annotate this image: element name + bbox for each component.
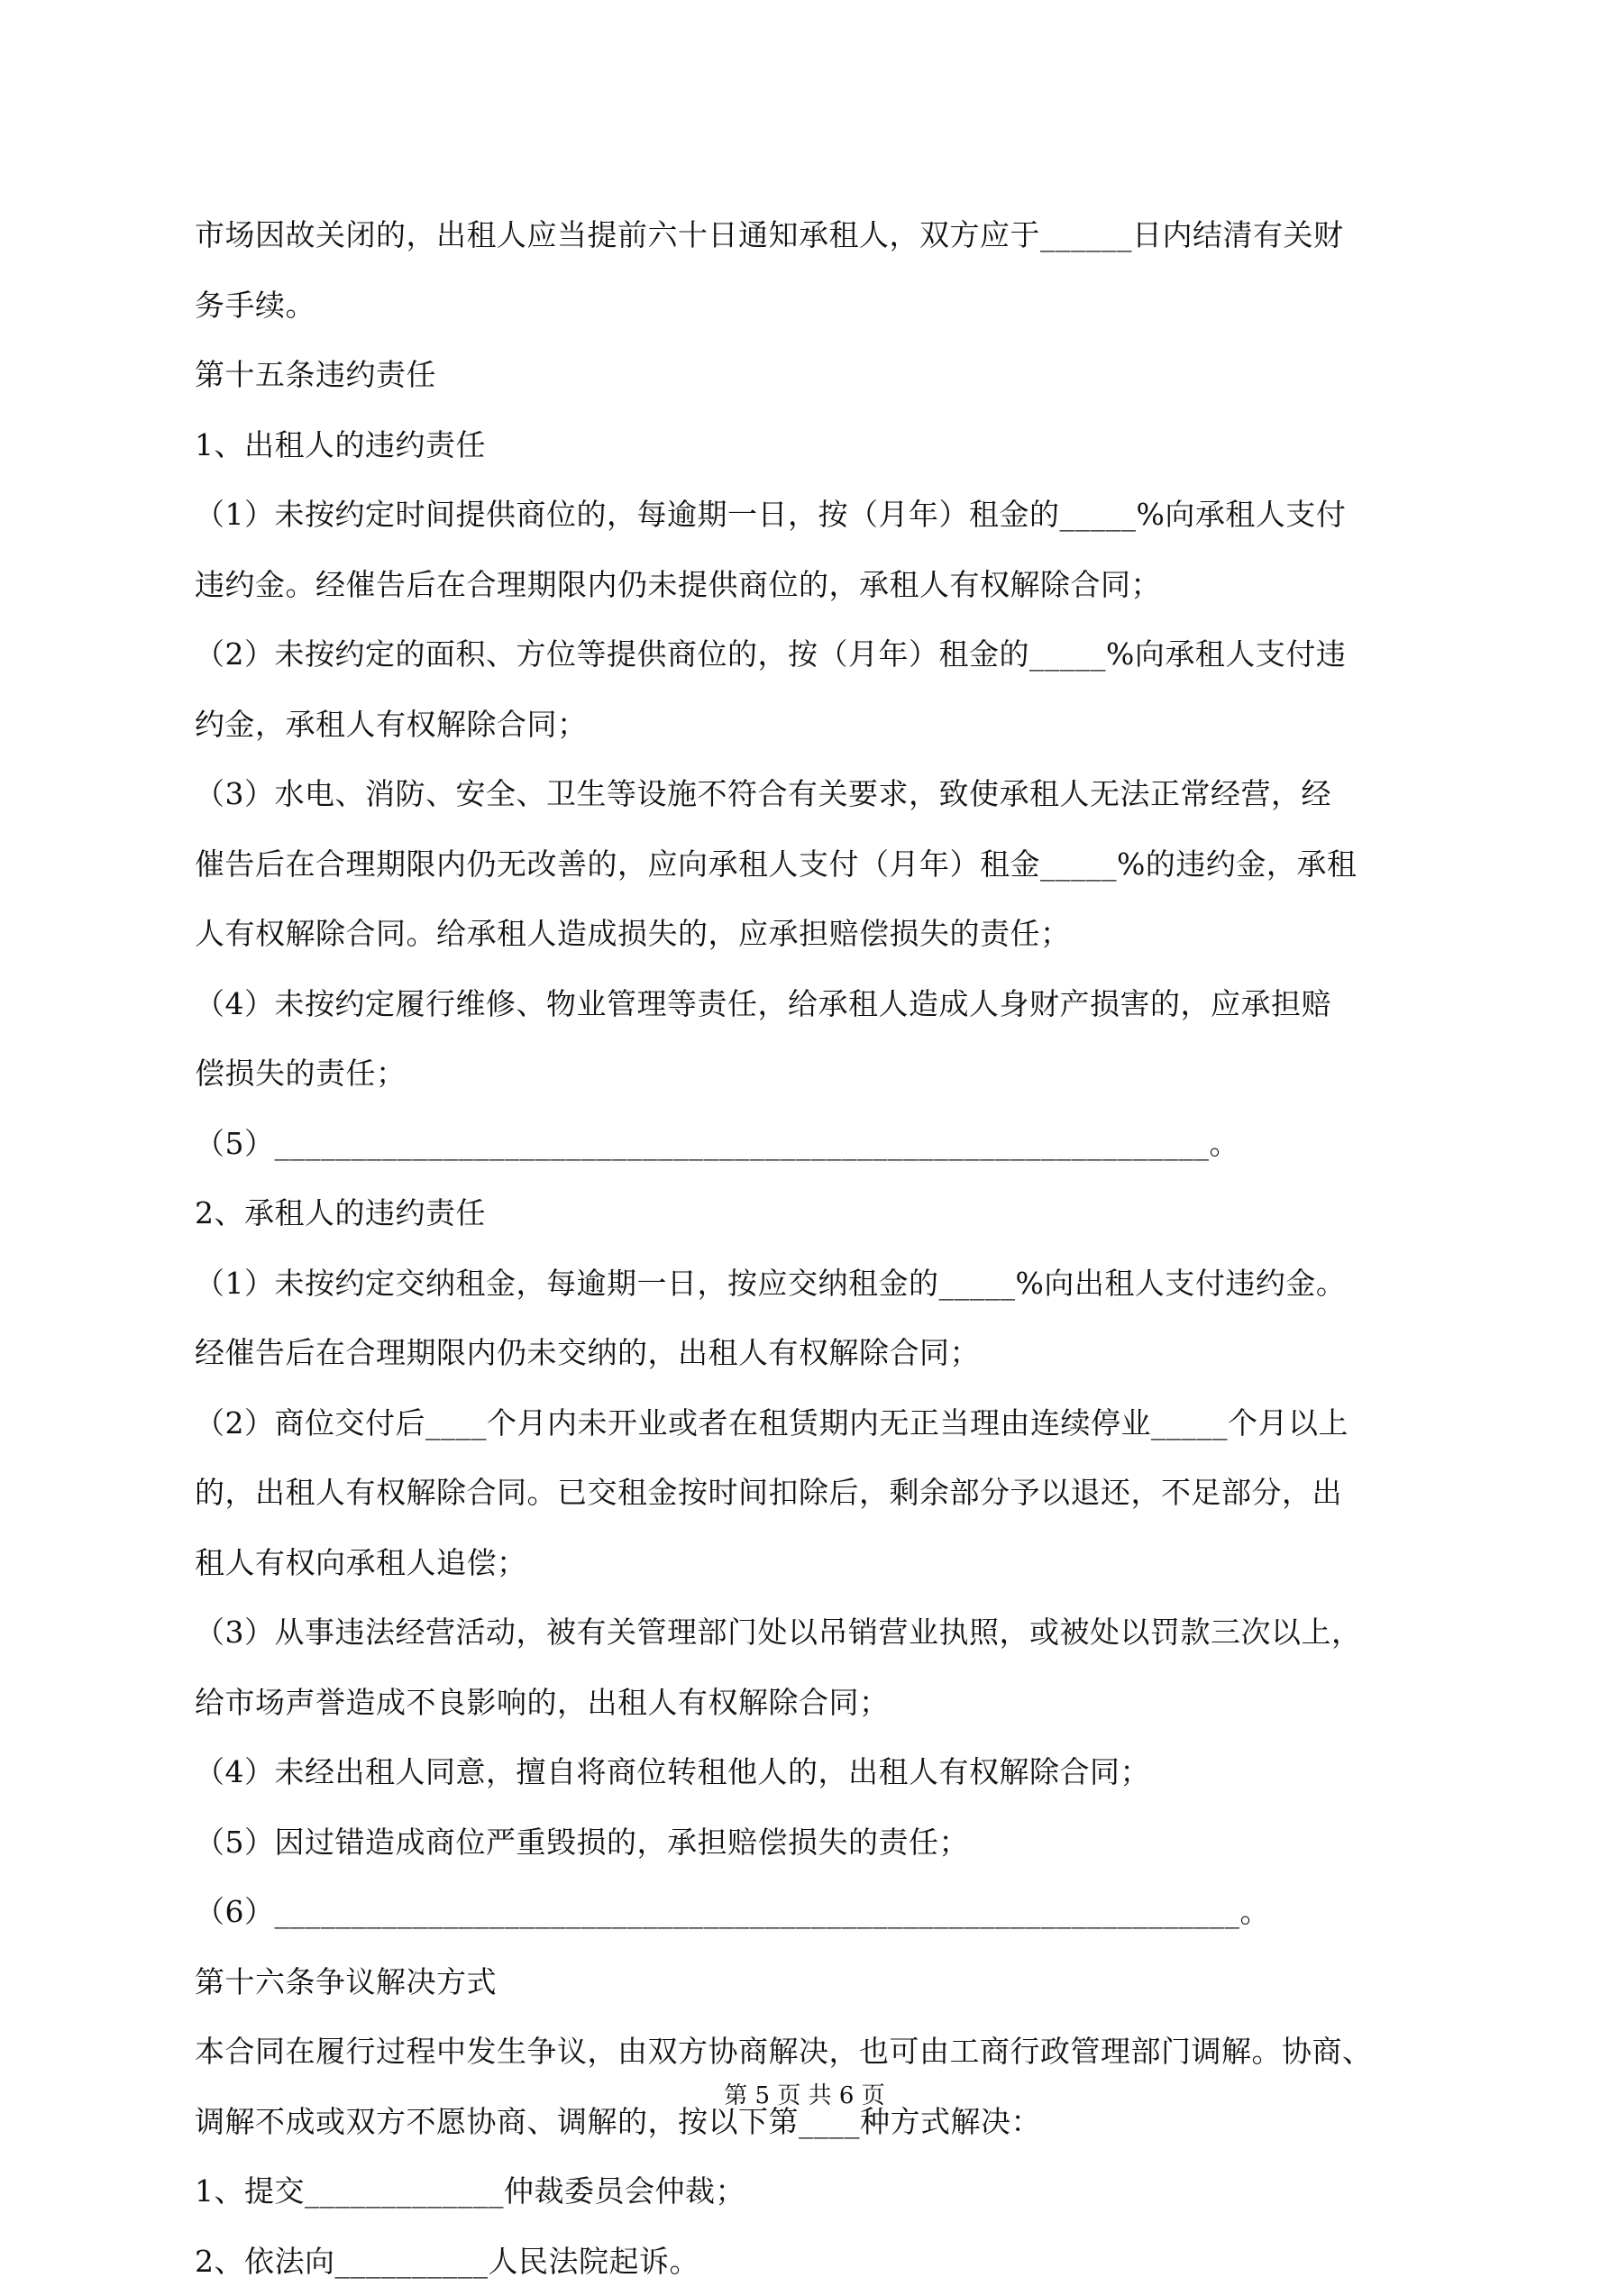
text-line: （4）未按约定履行维修、物业管理等责任，给承租人造成人身财产损害的，应承担赔 — [195, 969, 1431, 1039]
text-line: 的，出租人有权解除合同。已交租金按时间扣除后，剩余部分予以退还，不足部分，出 — [195, 1458, 1431, 1528]
text-line: （4）未经出租人同意，擅自将商位转租他人的，出租人有权解除合同； — [195, 1737, 1431, 1807]
text-line: 约金，承租人有权解除合同； — [195, 690, 1431, 760]
text-line: （3）水电、消防、安全、卫生等设施不符合有关要求，致使承租人无法正常经营，经 — [195, 759, 1431, 829]
subsection-heading: 2、承租人的违约责任 — [195, 1178, 1431, 1249]
text-line: （6）_______________________________________________________________。 — [195, 1877, 1431, 1947]
text-line: 1、提交_____________仲裁委员会仲裁； — [195, 2156, 1431, 2227]
text-line: （2）商位交付后____个月内未开业或者在租赁期内无正当理由连续停业_____个月以上 — [195, 1388, 1431, 1459]
text-line: 给市场声誉造成不良影响的，出租人有权解除合同； — [195, 1668, 1431, 1738]
text-line: 催告后在合理期限内仍无改善的，应向承租人支付（月年）租金_____%的违约金，承租 — [195, 829, 1431, 900]
document-body — [195, 200, 1431, 2296]
text-line: 租人有权向承租人追偿； — [195, 1528, 1431, 1598]
text-line: 务手续。 — [195, 270, 1431, 341]
text-line: （5）因过错造成商位严重毁损的，承担赔偿损失的责任； — [195, 1807, 1431, 1878]
text-line: （5）_____________________________________________________________。 — [195, 1109, 1431, 1179]
text-line: 违约金。经催告后在合理期限内仍未提供商位的，承租人有权解除合同； — [195, 550, 1431, 620]
text-line: 人有权解除合同。给承租人造成损失的，应承担赔偿损失的责任； — [195, 899, 1431, 969]
page-number: 第 5 页 共 6 页 — [0, 2078, 1609, 2114]
text-line: （3）从事违法经营活动，被有关管理部门处以吊销营业执照，或被处以罚款三次以上， — [195, 1597, 1431, 1668]
text-line: 市场因故关闭的，出租人应当提前六十日通知承租人，双方应于______日内结清有关财 — [195, 200, 1431, 270]
subsection-heading: 1、出租人的违约责任 — [195, 410, 1431, 480]
text-line: 本合同在履行过程中发生争议，由双方协商解决，也可由工商行政管理部门调解。协商、 — [195, 2017, 1431, 2087]
section-heading: 第十五条违约责任 — [195, 340, 1431, 410]
text-line: 经催告后在合理期限内仍未交纳的，出租人有权解除合同； — [195, 1318, 1431, 1388]
text-line: 偿损失的责任； — [195, 1038, 1431, 1109]
text-line: （1）未按约定交纳租金，每逾期一日，按应交纳租金的_____%向出租人支付违约金。 — [195, 1249, 1431, 1319]
text-line: 调解不成或双方不愿协商、调解的，按以下第____种方式解决： — [195, 2087, 1431, 2157]
text-line: （1）未按约定时间提供商位的，每逾期一日，按（月年）租金的_____%向承租人支付 — [195, 480, 1431, 550]
section-heading: 第十六条争议解决方式 — [195, 1947, 1431, 2017]
text-line: 2、依法向__________人民法院起诉。 — [195, 2227, 1431, 2296]
text-line: （2）未按约定的面积、方位等提供商位的，按（月年）租金的_____%向承租人支付违 — [195, 619, 1431, 690]
